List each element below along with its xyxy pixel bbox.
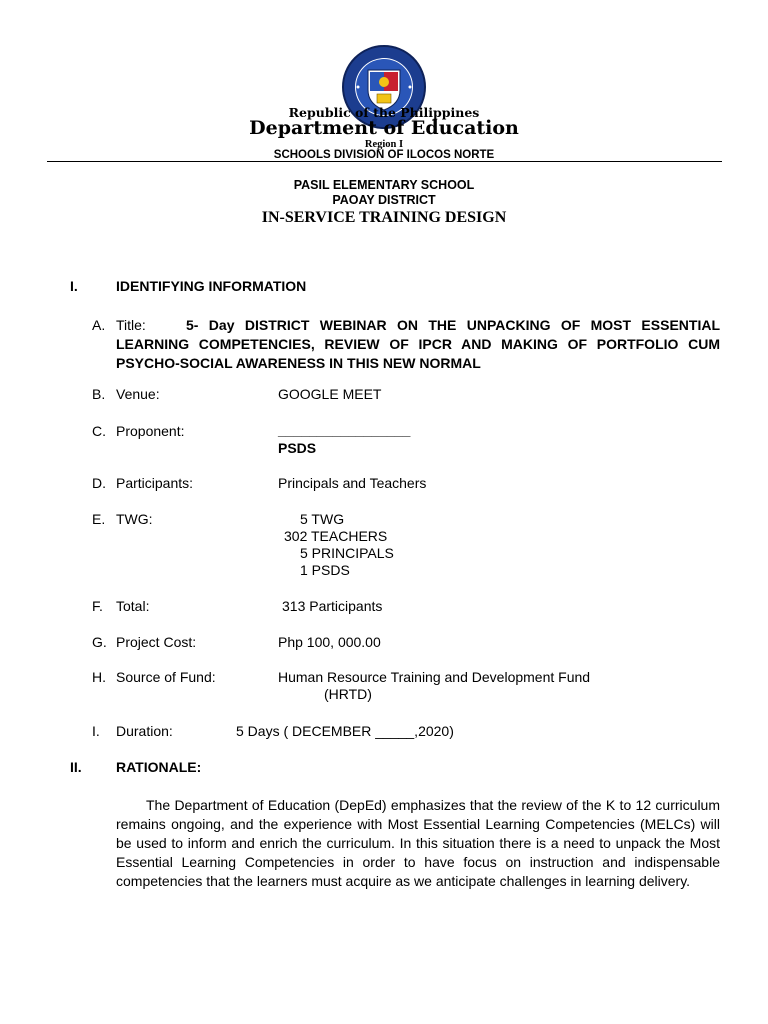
- item-d-letter: D.: [92, 475, 106, 491]
- item-f-letter: F.: [92, 598, 103, 614]
- item-c-letter: C.: [92, 423, 106, 439]
- school-name: PASIL ELEMENTARY SCHOOL: [293, 178, 475, 192]
- rationale-paragraph-block: [116, 796, 720, 891]
- proponent-label: Proponent:: [116, 423, 185, 439]
- proponent-signature-line: _________________: [278, 422, 411, 438]
- item-b-letter: B.: [92, 386, 106, 402]
- item-h-letter: H.: [92, 669, 106, 685]
- item-i-letter: I.: [92, 723, 100, 739]
- twg-line: 5 PRINCIPALS: [300, 545, 394, 561]
- total-label: Total:: [116, 598, 150, 614]
- division-heading: SCHOOLS DIVISION OF ILOCOS NORTE: [273, 149, 495, 161]
- twg-label: TWG:: [116, 511, 153, 527]
- twg-line: 5 TWG: [300, 511, 345, 527]
- section-1-heading: IDENTIFYING INFORMATION: [116, 278, 307, 294]
- region-heading: Region I: [364, 139, 404, 150]
- fund-value-abbrev: (HRTD): [324, 686, 372, 702]
- district-name: PAOAY DISTRICT: [332, 193, 436, 207]
- proponent-value: PSDS: [278, 440, 317, 456]
- participants-label: Participants:: [116, 475, 194, 491]
- rationale-paragraph: The Department of Education (DepEd) emphasizes that the review of the K to 12 curriculum remains ongoing, and the experience with Most Essential Learning Competencies (MELCs) will be used to inform and enrich the curriculum. In this situation there is a need to unpack the Most Essential Learning Competencies in order to have focus on instruction and indispensable competencies that the learners must acquire as we anticipate challenges in learning delivery.: [116, 797, 720, 889]
- cost-value: Php 100, 000.00: [278, 634, 381, 650]
- title-label: Title:: [116, 317, 146, 333]
- item-a-letter: A.: [92, 317, 106, 333]
- total-value: 313 Participants: [282, 598, 383, 614]
- participants-value: Principals and Teachers: [278, 475, 427, 491]
- republic-heading: Republic of the Philippines: [288, 105, 480, 120]
- fund-label: Source of Fund:: [116, 669, 216, 685]
- duration-label: Duration:: [116, 723, 173, 739]
- item-g-letter: G.: [92, 634, 107, 650]
- fund-value: Human Resource Training and Development Fund: [278, 669, 591, 685]
- document-title: IN-SERVICE TRAINING DESIGN: [261, 209, 507, 226]
- cost-label: Project Cost:: [116, 634, 197, 650]
- venue-label: Venue:: [116, 386, 160, 402]
- item-e-letter: E.: [92, 511, 106, 527]
- title-block: [116, 316, 720, 373]
- twg-line: 1 PSDS: [300, 562, 350, 578]
- twg-line: 302 TEACHERS: [284, 528, 388, 544]
- section-2-heading: RATIONALE:: [116, 759, 202, 775]
- section-1-numeral: I.: [70, 278, 78, 294]
- venue-value: GOOGLE MEET: [278, 386, 382, 402]
- letterhead-divider: [47, 161, 722, 162]
- department-heading: Department of Education: [249, 117, 519, 139]
- title-value: 5- Day DISTRICT WEBINAR ON THE UNPACKING OF MOST ESSENTIAL LEARNING COMPETENCIES, REVIEW OF IPCR AND MAKING OF PORTFOLIO CUM PSYCHO-SOCIAL AWARENESS IN THIS NEW NORMAL: [116, 317, 720, 371]
- duration-value: 5 Days ( DECEMBER _____,2020): [236, 723, 454, 739]
- section-2-numeral: II.: [70, 759, 82, 775]
